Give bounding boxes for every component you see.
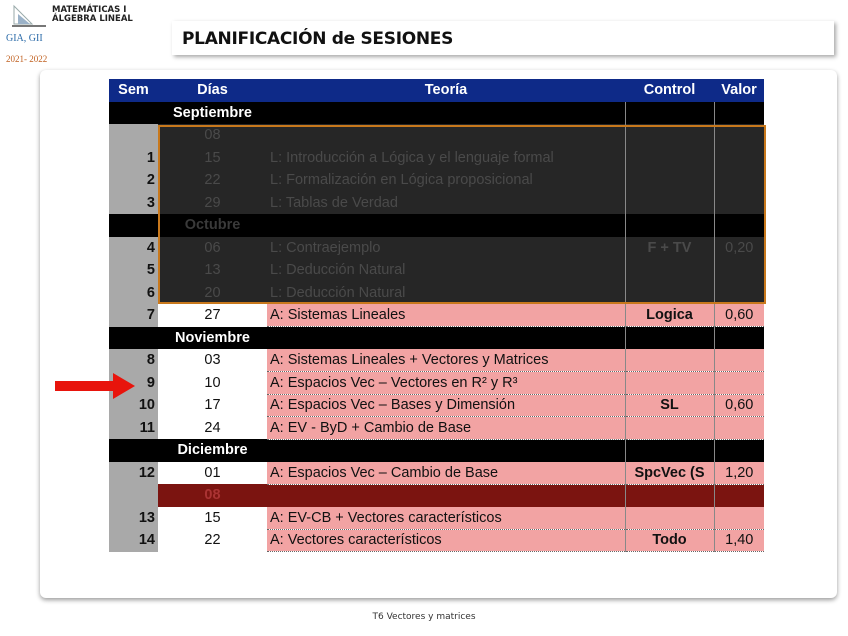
valor-cell: 1,40 [714, 529, 764, 552]
month-row [109, 102, 764, 125]
sem-cell [109, 327, 158, 350]
table-row [109, 507, 764, 530]
table-row [109, 462, 764, 485]
column-header-dias: Días [158, 79, 267, 102]
control-cell [625, 259, 714, 282]
dias-cell: Septiembre [158, 102, 267, 125]
table-row [109, 259, 764, 282]
valor-cell: 0,60 [714, 304, 764, 327]
valor-cell [714, 102, 764, 125]
valor-cell [714, 349, 764, 372]
table-row [109, 484, 764, 507]
course-line1: MATEMÁTICAS I [52, 5, 127, 15]
month-row [109, 214, 764, 237]
valor-cell [714, 507, 764, 530]
valor-cell: 1,20 [714, 462, 764, 485]
red-arrow-icon [55, 373, 135, 399]
sem-cell: 4 [109, 237, 158, 260]
sem-cell: 5 [109, 259, 158, 282]
control-cell: SpcVec (S [625, 462, 714, 485]
teoria-cell: A: EV-CB + Vectores característicos [267, 507, 625, 530]
column-header-teoria: Teoría [267, 79, 625, 102]
dias-cell: Noviembre [158, 327, 267, 350]
control-cell [625, 147, 714, 170]
teoria-cell: L: Contraejemplo [267, 237, 625, 260]
academic-year: 2021- 2022 [6, 54, 48, 64]
valor-cell [714, 484, 764, 507]
sem-cell: 10 [109, 394, 158, 417]
sem-cell: 13 [109, 507, 158, 530]
valor-cell: 0,60 [714, 394, 764, 417]
dias-cell: 27 [158, 304, 267, 327]
teoria-cell: A: Vectores característicos [267, 529, 625, 552]
sem-cell: 1 [109, 147, 158, 170]
dias-cell: 08 [158, 484, 267, 507]
page-title: PLANIFICACIÓN de SESIONES [182, 29, 454, 49]
teoria-cell: L: Introducción a Lógica y el lenguaje formal [267, 147, 625, 170]
sem-cell [109, 102, 158, 125]
teoria-cell: L: Deducción Natural [267, 259, 625, 282]
table-row [109, 237, 764, 260]
sem-cell [109, 484, 158, 507]
column-header-sem: Sem [109, 79, 158, 102]
sem-cell: 7 [109, 304, 158, 327]
teoria-cell: A: Espacios Vec – Cambio de Base [267, 462, 625, 485]
sem-cell: 3 [109, 192, 158, 215]
table-row [109, 529, 764, 552]
valor-cell [714, 192, 764, 215]
dias-cell: 13 [158, 259, 267, 282]
teoria-cell [267, 214, 625, 237]
valor-cell [714, 214, 764, 237]
teoria-cell [267, 102, 625, 125]
title-bar [172, 21, 834, 55]
control-cell [625, 192, 714, 215]
dias-cell: 17 [158, 394, 267, 417]
valor-cell [714, 147, 764, 170]
university-logo [10, 4, 50, 28]
control-cell [625, 507, 714, 530]
teoria-cell [267, 124, 625, 147]
course-name [52, 6, 133, 24]
control-cell [625, 417, 714, 440]
dias-cell: 24 [158, 417, 267, 440]
teoria-cell [267, 439, 625, 462]
month-row [109, 327, 764, 350]
control-cell [625, 349, 714, 372]
control-cell [625, 439, 714, 462]
teoria-cell [267, 327, 625, 350]
control-cell: SL [625, 394, 714, 417]
dias-cell: 03 [158, 349, 267, 372]
column-header-valor: Valor [714, 79, 764, 102]
table-row [109, 282, 764, 305]
control-cell [625, 484, 714, 507]
table-row [109, 124, 764, 147]
valor-cell [714, 327, 764, 350]
table-row [109, 417, 764, 440]
teoria-cell: A: EV - ByD + Cambio de Base [267, 417, 625, 440]
valor-cell [714, 417, 764, 440]
dias-cell: Diciembre [158, 439, 267, 462]
table-row [109, 349, 764, 372]
control-cell [625, 214, 714, 237]
dias-cell: 08 [158, 124, 267, 147]
control-cell [625, 282, 714, 305]
dias-cell: 22 [158, 169, 267, 192]
control-cell: Todo [625, 529, 714, 552]
control-cell [625, 124, 714, 147]
sem-cell: 8 [109, 349, 158, 372]
dias-cell: 20 [158, 282, 267, 305]
valor-cell [714, 439, 764, 462]
month-row [109, 439, 764, 462]
teoria-cell: A: Espacios Vec – Vectores en R² y R³ [267, 372, 625, 395]
table-row [109, 192, 764, 215]
slide-footer: T6 Vectores y matrices [372, 612, 476, 622]
sem-cell: 2 [109, 169, 158, 192]
sem-cell: 11 [109, 417, 158, 440]
table-row [109, 147, 764, 170]
dias-cell: 29 [158, 192, 267, 215]
dias-cell: 01 [158, 462, 267, 485]
sem-cell: 14 [109, 529, 158, 552]
valor-cell [714, 124, 764, 147]
dias-cell: Octubre [158, 214, 267, 237]
sem-cell [109, 439, 158, 462]
dias-cell: 15 [158, 507, 267, 530]
sem-cell: 12 [109, 462, 158, 485]
table-row [109, 304, 764, 327]
valor-cell [714, 259, 764, 282]
sem-cell [109, 214, 158, 237]
table-row [109, 394, 764, 417]
sem-cell: 6 [109, 282, 158, 305]
teoria-cell [267, 484, 625, 507]
teoria-cell: L: Formalización en Lógica proposicional [267, 169, 625, 192]
sem-cell: 9 [109, 372, 158, 395]
dias-cell: 15 [158, 147, 267, 170]
course-line2: ÁLGEBRA LINEAL [52, 14, 133, 24]
valor-cell [714, 372, 764, 395]
valor-cell [714, 169, 764, 192]
valor-cell: 0,20 [714, 237, 764, 260]
teoria-cell: A: Espacios Vec – Bases y Dimensión [267, 394, 625, 417]
column-header-control: Control [625, 79, 714, 102]
sem-cell [109, 124, 158, 147]
table-row [109, 372, 764, 395]
teoria-cell: L: Tablas de Verdad [267, 192, 625, 215]
control-cell [625, 169, 714, 192]
table-row [109, 169, 764, 192]
control-cell [625, 102, 714, 125]
control-cell [625, 372, 714, 395]
teoria-cell: L: Deducción Natural [267, 282, 625, 305]
degree-group: GIA, GII [6, 33, 43, 44]
teoria-cell: A: Sistemas Lineales [267, 304, 625, 327]
valor-cell [714, 282, 764, 305]
dias-cell: 22 [158, 529, 267, 552]
control-cell: Logica [625, 304, 714, 327]
control-cell: F + TV [625, 237, 714, 260]
dias-cell: 06 [158, 237, 267, 260]
control-cell [625, 327, 714, 350]
dias-cell: 10 [158, 372, 267, 395]
teoria-cell: A: Sistemas Lineales + Vectores y Matrices [267, 349, 625, 372]
schedule-table [109, 79, 764, 552]
table-header-row [109, 79, 764, 102]
